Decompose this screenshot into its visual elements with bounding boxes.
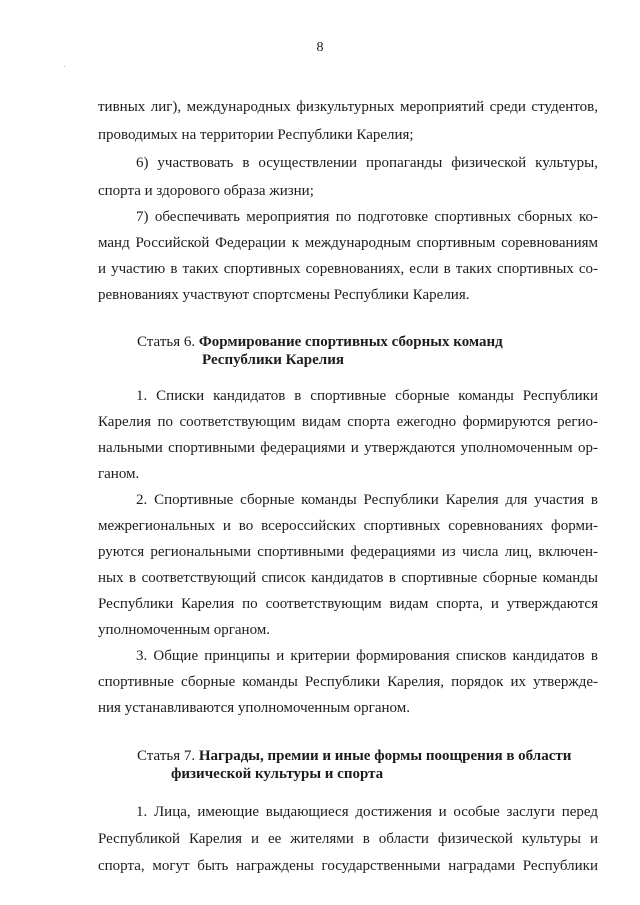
text-line: Республики Карелия по соответствующим видам спорта, и утверждаются [98, 596, 598, 612]
text-line: 1. Лица, имеющие выдающиеся достижения и особые заслуги перед [136, 804, 598, 820]
text-line: Республикой Карелия и ее жителями в области физической культуры и [98, 831, 598, 847]
text-line: спортивные сборные команды Республики Карелия, порядок их утвержде- [98, 674, 598, 690]
text-line: тивных лиг), международных физкультурных мероприятий среди студентов, [98, 99, 598, 115]
text-line: и участию в таких спортивных соревнованиях, если в таких спортивных со- [98, 261, 598, 277]
text-line: Карелия по соответствующим видам спорта ежегодно формируются регио- [98, 414, 598, 430]
text-line: 7) обеспечивать мероприятия по подготовке спортивных сборных ко- [136, 209, 598, 225]
text-line: уполномоченным органом. [98, 622, 271, 638]
article-7-heading-cont [171, 765, 383, 783]
text-line: межрегиональных и во всероссийских спортивных соревнованиях форми- [98, 518, 598, 534]
text-line: манд Российской Федерации к международным спортивным соревнованиям [98, 235, 598, 251]
text-line: ганом. [98, 466, 140, 482]
text-line: 3. Общие принципы и критерии формирования списков кандидатов в [136, 648, 598, 664]
text-line: 6) участвовать в осуществлении пропаганды физической культуры, [136, 155, 598, 171]
article-6-title: Формирование спортивных сборных команд [198, 334, 503, 350]
text-line: ревнованиях участвуют спортсмены Республики Карелия. [98, 287, 470, 303]
text-line: спорта, могут быть награждены государственными наградами Республики [98, 858, 598, 874]
page-number: 8 [316, 40, 324, 55]
article-6-title-cont: Республики Карелия [202, 352, 344, 368]
text-line: нальными спортивными федерациями и утверждаются уполномоченным ор- [98, 440, 598, 456]
article-6-heading-cont [202, 351, 344, 369]
text-line: 2. Спортивные сборные команды Республики Карелия для участия в [136, 492, 598, 508]
text-line: проводимых на территории Республики Карелия; [98, 127, 414, 143]
text-line: руются региональными спортивными федерациями из числа лиц, включен- [98, 544, 598, 560]
article-7-title-cont: физической культуры и спорта [171, 766, 384, 782]
article-7-prefix: Статья 7. [137, 748, 199, 764]
article-7-heading [137, 747, 571, 765]
article-6-heading [137, 333, 503, 351]
article-6-prefix: Статья 6. [137, 334, 199, 350]
margin-mark [64, 66, 65, 67]
article-7-title: Награды, премии и иные формы поощрения в области [198, 748, 572, 764]
text-line: спорта и здорового образа жизни; [98, 183, 314, 199]
text-line: 1. Списки кандидатов в спортивные сборные команды Республики [136, 388, 598, 404]
text-line: ных в соответствующий список кандидатов в спортивные сборные команды [98, 570, 598, 586]
text-line: ния устанавливаются уполномоченным органом. [98, 700, 410, 716]
